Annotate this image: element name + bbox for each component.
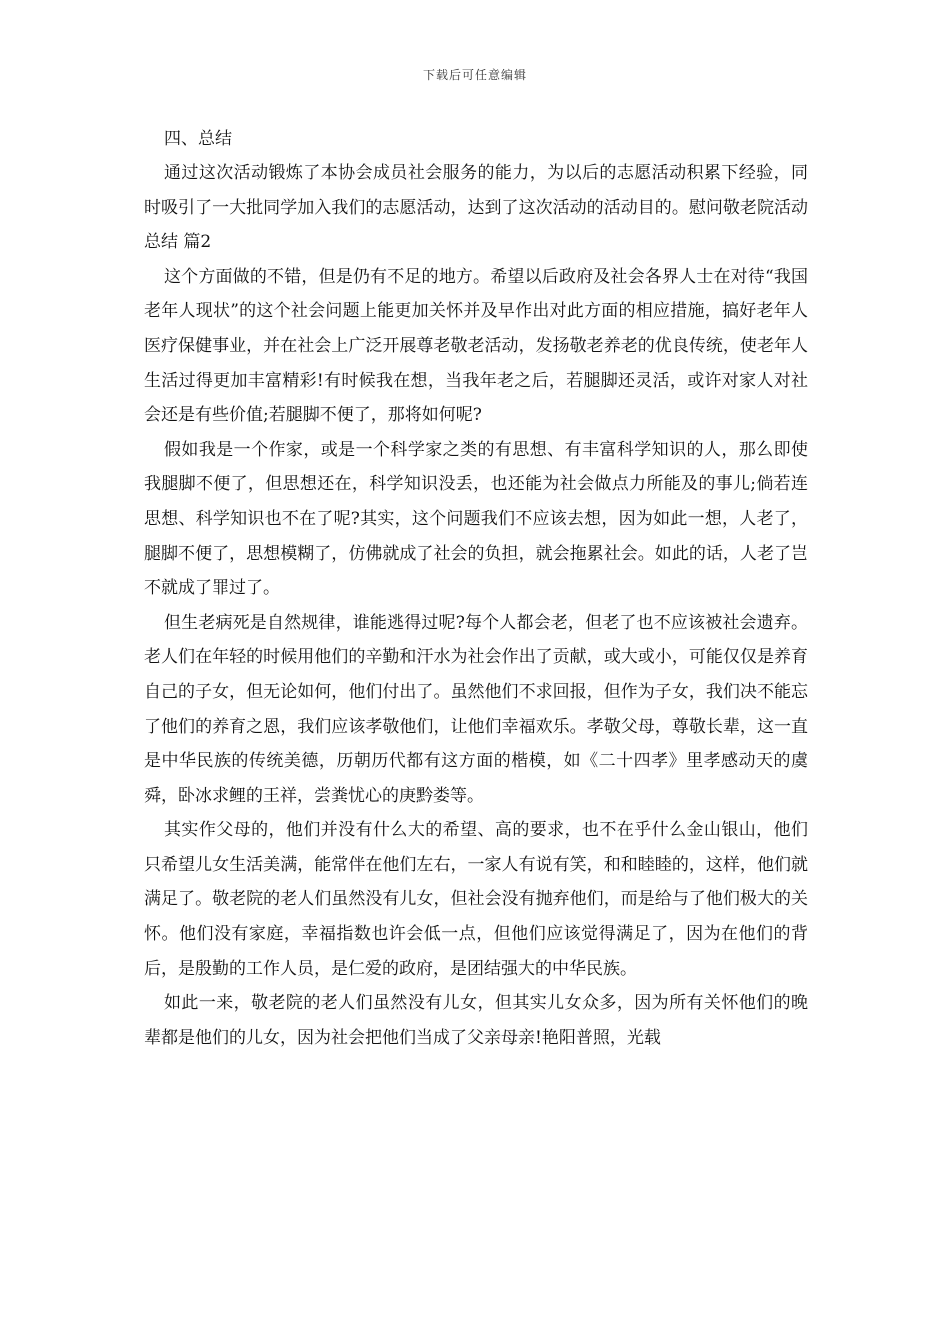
header-note: 下载后可任意编辑 — [422, 68, 527, 82]
section-heading: 四、总结 — [164, 129, 232, 149]
document-body — [144, 122, 808, 1055]
paragraph-1: 通过这次活动锻炼了本协会成员社会服务的能力，为以后的志愿活动积累下经验，同时吸引了一大批同学加入我们的志愿活动，达到了这次活动的活动目的。慰问敬老院活动总结 篇2 — [144, 163, 808, 253]
paragraph-3: 假如我是一个作家，或是一个科学家之类的有思想、有丰富科学知识的人，那么即使我腿脚不便了，但思想还在，科学知识没丢，也还能为社会做点力所能及的事儿;倘若连思想、科学知识也不在了呢?其实，这个问题我们不应该去想，因为如此一想，人老了，腿脚不便了，思想模糊了，仿佛就成了社会的负担，就会拖累社会。如此的话，人老了岂不就成了罪过了。 — [144, 439, 808, 599]
paragraph-6: 如此一来，敬老院的老人们虽然没有儿女，但其实儿女众多，因为所有关怀他们的晚辈都是他们的儿女，因为社会把他们当成了父亲母亲!艳阳普照，光载 — [144, 993, 808, 1048]
paragraph-5: 其实作父母的，他们并没有什么大的希望、高的要求，也不在乎什么金山银山，他们只希望儿女生活美满，能常伴在他们左右，一家人有说有笑，和和睦睦的，这样，他们就满足了。敬老院的老人们虽然没有儿女，但社会没有抛弃他们，而是给与了他们极大的关怀。他们没有家庭，幸福指数也许会低一点，但他们应该觉得满足了，因为在他们的背后，是殷勤的工作人员，是仁爱的政府，是团结强大的中华民族。 — [144, 820, 808, 979]
paragraph-2: 这个方面做的不错，但是仍有不足的地方。希望以后政府及社会各界人士在对待“我国老年人现状”的这个社会问题上能更加关怀并及早作出对此方面的相应措施，搞好老年人医疗保健事业，并在社会上广泛开展尊老敬老活动，发扬敬老养老的优良传统，使老年人生活过得更加丰富精彩!有时候我在想，当我年老之后，若腿脚还灵活，或许对家人对社会还是有些价值;若腿脚不便了，那将如何呢? — [144, 266, 808, 426]
paragraph-4: 但生老病死是自然规律，谁能逃得过呢?每个人都会老，但老了也不应该被社会遗弃。老人们在年轻的时候用他们的辛勤和汗水为社会作出了贡献，或大或小，可能仅仅是养育自己的子女，但无论如何，他们付出了。虽然他们不求回报，但作为子女，我们决不能忘了他们的养育之恩，我们应该孝敬他们，让他们幸福欢乐。孝敬父母，尊敬长辈，这一直是中华民族的传统美德，历朝历代都有这方面的楷模，如《二十四孝》里孝感动天的虞舜，卧冰求鲤的王祥，尝粪忧心的庚黔娄等。 — [144, 612, 808, 806]
